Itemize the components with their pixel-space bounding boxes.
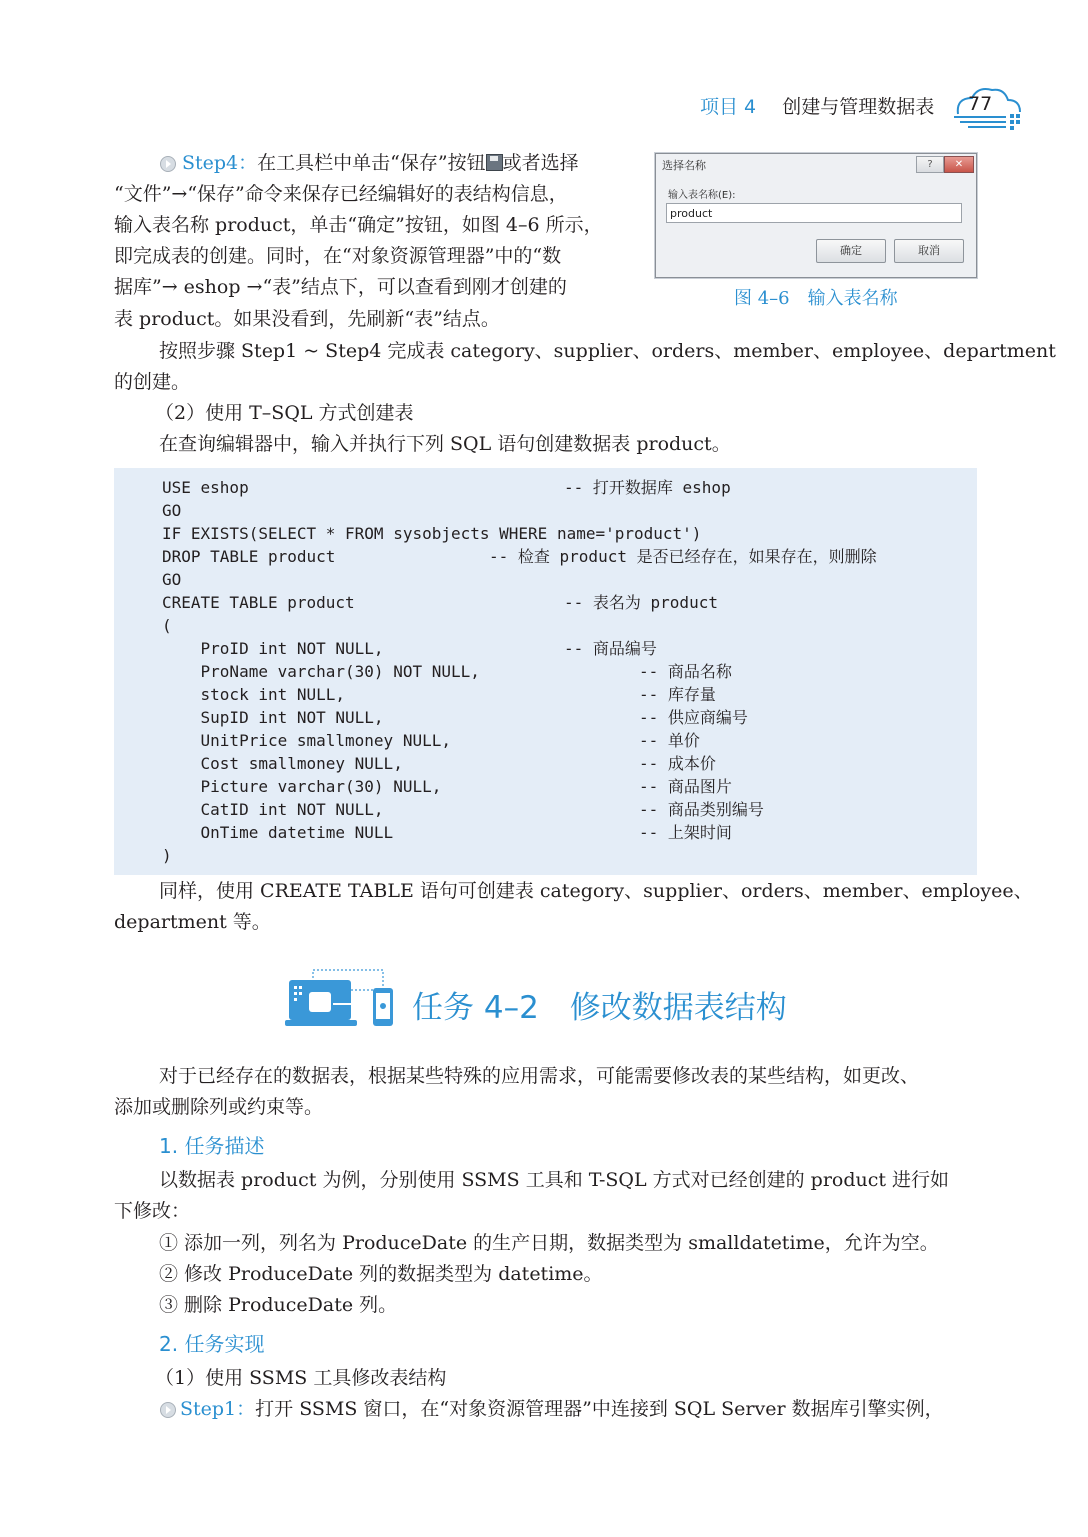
steps-line2: 的创建。 — [114, 371, 191, 393]
step4-line1: Step4：在工具栏中单击“保存”按钮 或者选择 — [182, 152, 579, 174]
figure-caption: 图 4–6 输入表名称 — [734, 288, 898, 309]
step4-line6: 表 product。如果没看到，先刷新“表”结点。 — [114, 308, 500, 330]
table-name-input[interactable]: product — [666, 203, 962, 223]
step4-line2: “文件”→“保存”命令来保存已经编辑好的表结构信息， — [114, 183, 568, 205]
step-bullet-icon — [159, 1401, 177, 1419]
dialog-ok-button[interactable]: 确定 — [816, 239, 886, 263]
save-name-dialog — [655, 153, 977, 278]
desc-line2: 下修改： — [114, 1200, 191, 1222]
code-line: GO — [162, 501, 182, 520]
code-line: IF EXISTS(SELECT * FROM sysobjects WHERE name='product') — [162, 524, 702, 543]
ssms-heading: （1）使用 SSMS 工具修改表结构 — [155, 1367, 447, 1389]
code-line: OnTime datetime NULL — [162, 823, 394, 842]
code-comment: -- 商品名称 — [639, 662, 732, 681]
code-comment: -- 检查 product 是否已经存在，如果存在，则删除 — [489, 547, 877, 566]
save-icon — [486, 154, 503, 171]
code-line: Cost smallmoney NULL, — [162, 754, 403, 773]
modify-line2: 添加或删除列或约束等。 — [114, 1096, 324, 1118]
step4-line3: 输入表名称 product，单击“确定”按钮，如图 4–6 所示， — [114, 214, 603, 236]
step4-marker: Step4： — [182, 152, 258, 174]
item-3: ③ 删除 ProduceDate 列。 — [159, 1294, 398, 1316]
code-comment: -- 打开数据库 eshop — [564, 478, 731, 497]
step1-marker: Step1： — [180, 1398, 256, 1420]
code-comment: -- 库存量 — [639, 685, 716, 704]
same-line1: 同样，使用 CREATE TABLE 语句可创建表 category、supplier、orders、member、employee、 — [159, 880, 1033, 902]
tsql-heading: （2）使用 T–SQL 方式创建表 — [155, 402, 414, 424]
steps-line1: 按照步骤 Step1 ~ Step4 完成表 category、supplier、orders、member、employee、department — [159, 340, 1056, 362]
code-line: CatID int NOT NULL, — [162, 800, 384, 819]
code-line: USE eshop — [162, 478, 249, 497]
code-line: ) — [162, 846, 172, 865]
item-1: ① 添加一列，列名为 ProduceDate 的生产日期，数据类型为 smalldatetime，允许为空。 — [159, 1232, 939, 1254]
code-line: DROP TABLE product — [162, 547, 336, 566]
code-line: SupID int NOT NULL, — [162, 708, 384, 727]
header-project: 项目 4 — [700, 96, 757, 118]
header-chapter-title: 创建与管理数据表 — [782, 96, 935, 118]
code-line: stock int NULL, — [162, 685, 346, 704]
code-line: GO — [162, 570, 182, 589]
code-line: CREATE TABLE product — [162, 593, 355, 612]
desc-line1: 以数据表 product 为例，分别使用 SSMS 工具和 T-SQL 方式对已经创建的 product 进行如 — [159, 1169, 950, 1191]
same-line2: department 等。 — [114, 911, 271, 933]
section-task-implementation: 2. 任务实现 — [159, 1332, 265, 1356]
dialog-input-label: 输入表名称(E): — [668, 190, 736, 201]
code-line: Picture varchar(30) NULL, — [162, 777, 442, 796]
running-header — [700, 92, 934, 119]
dialog-cancel-button[interactable]: 取消 — [894, 239, 964, 263]
dialog-title: 选择名称 — [662, 159, 706, 172]
page-number: 77 — [968, 93, 993, 115]
dialog-help-button[interactable]: ? — [916, 156, 944, 173]
code-comment: -- 商品类别编号 — [639, 800, 764, 819]
modify-line1: 对于已经存在的数据表，根据某些特殊的应用需求，可能需要修改表的某些结构，如更改、 — [159, 1065, 920, 1087]
step-bullet-icon — [159, 155, 177, 173]
step1-line: Step1：打开 SSMS 窗口，在“对象资源管理器”中连接到 SQL Server 数据库引擎实例， — [180, 1398, 944, 1420]
code-comment: -- 单价 — [639, 731, 700, 750]
code-line: ProID int NOT NULL, — [162, 639, 384, 658]
code-comment: -- 商品编号 — [564, 639, 657, 658]
code-comment: -- 表名为 product — [564, 593, 718, 612]
section-task-description: 1. 任务描述 — [159, 1134, 265, 1158]
item-2: ② 修改 ProduceDate 列的数据类型为 datetime。 — [159, 1263, 603, 1285]
code-comment: -- 商品图片 — [639, 777, 732, 796]
code-comment: -- 上架时间 — [639, 823, 732, 842]
step4-line5: 据库”→ eshop →“表”结点下，可以查看到刚才创建的 — [114, 276, 567, 298]
code-comment: -- 供应商编号 — [639, 708, 748, 727]
task-banner-icon — [283, 966, 403, 1032]
tsql-intro: 在查询编辑器中，输入并执行下列 SQL 语句创建数据表 product。 — [159, 433, 731, 455]
code-line: ProName varchar(30) NOT NULL, — [162, 662, 480, 681]
dialog-close-button[interactable]: ✕ — [944, 156, 974, 173]
code-block — [114, 468, 977, 875]
task-title: 任务 4–2 修改数据表结构 — [412, 990, 787, 1026]
code-line: UnitPrice smallmoney NULL, — [162, 731, 451, 750]
code-comment: -- 成本价 — [639, 754, 716, 773]
code-line: ( — [162, 616, 172, 635]
step4-line4: 即完成表的创建。同时，在“对象资源管理器”中的“数 — [114, 245, 562, 267]
